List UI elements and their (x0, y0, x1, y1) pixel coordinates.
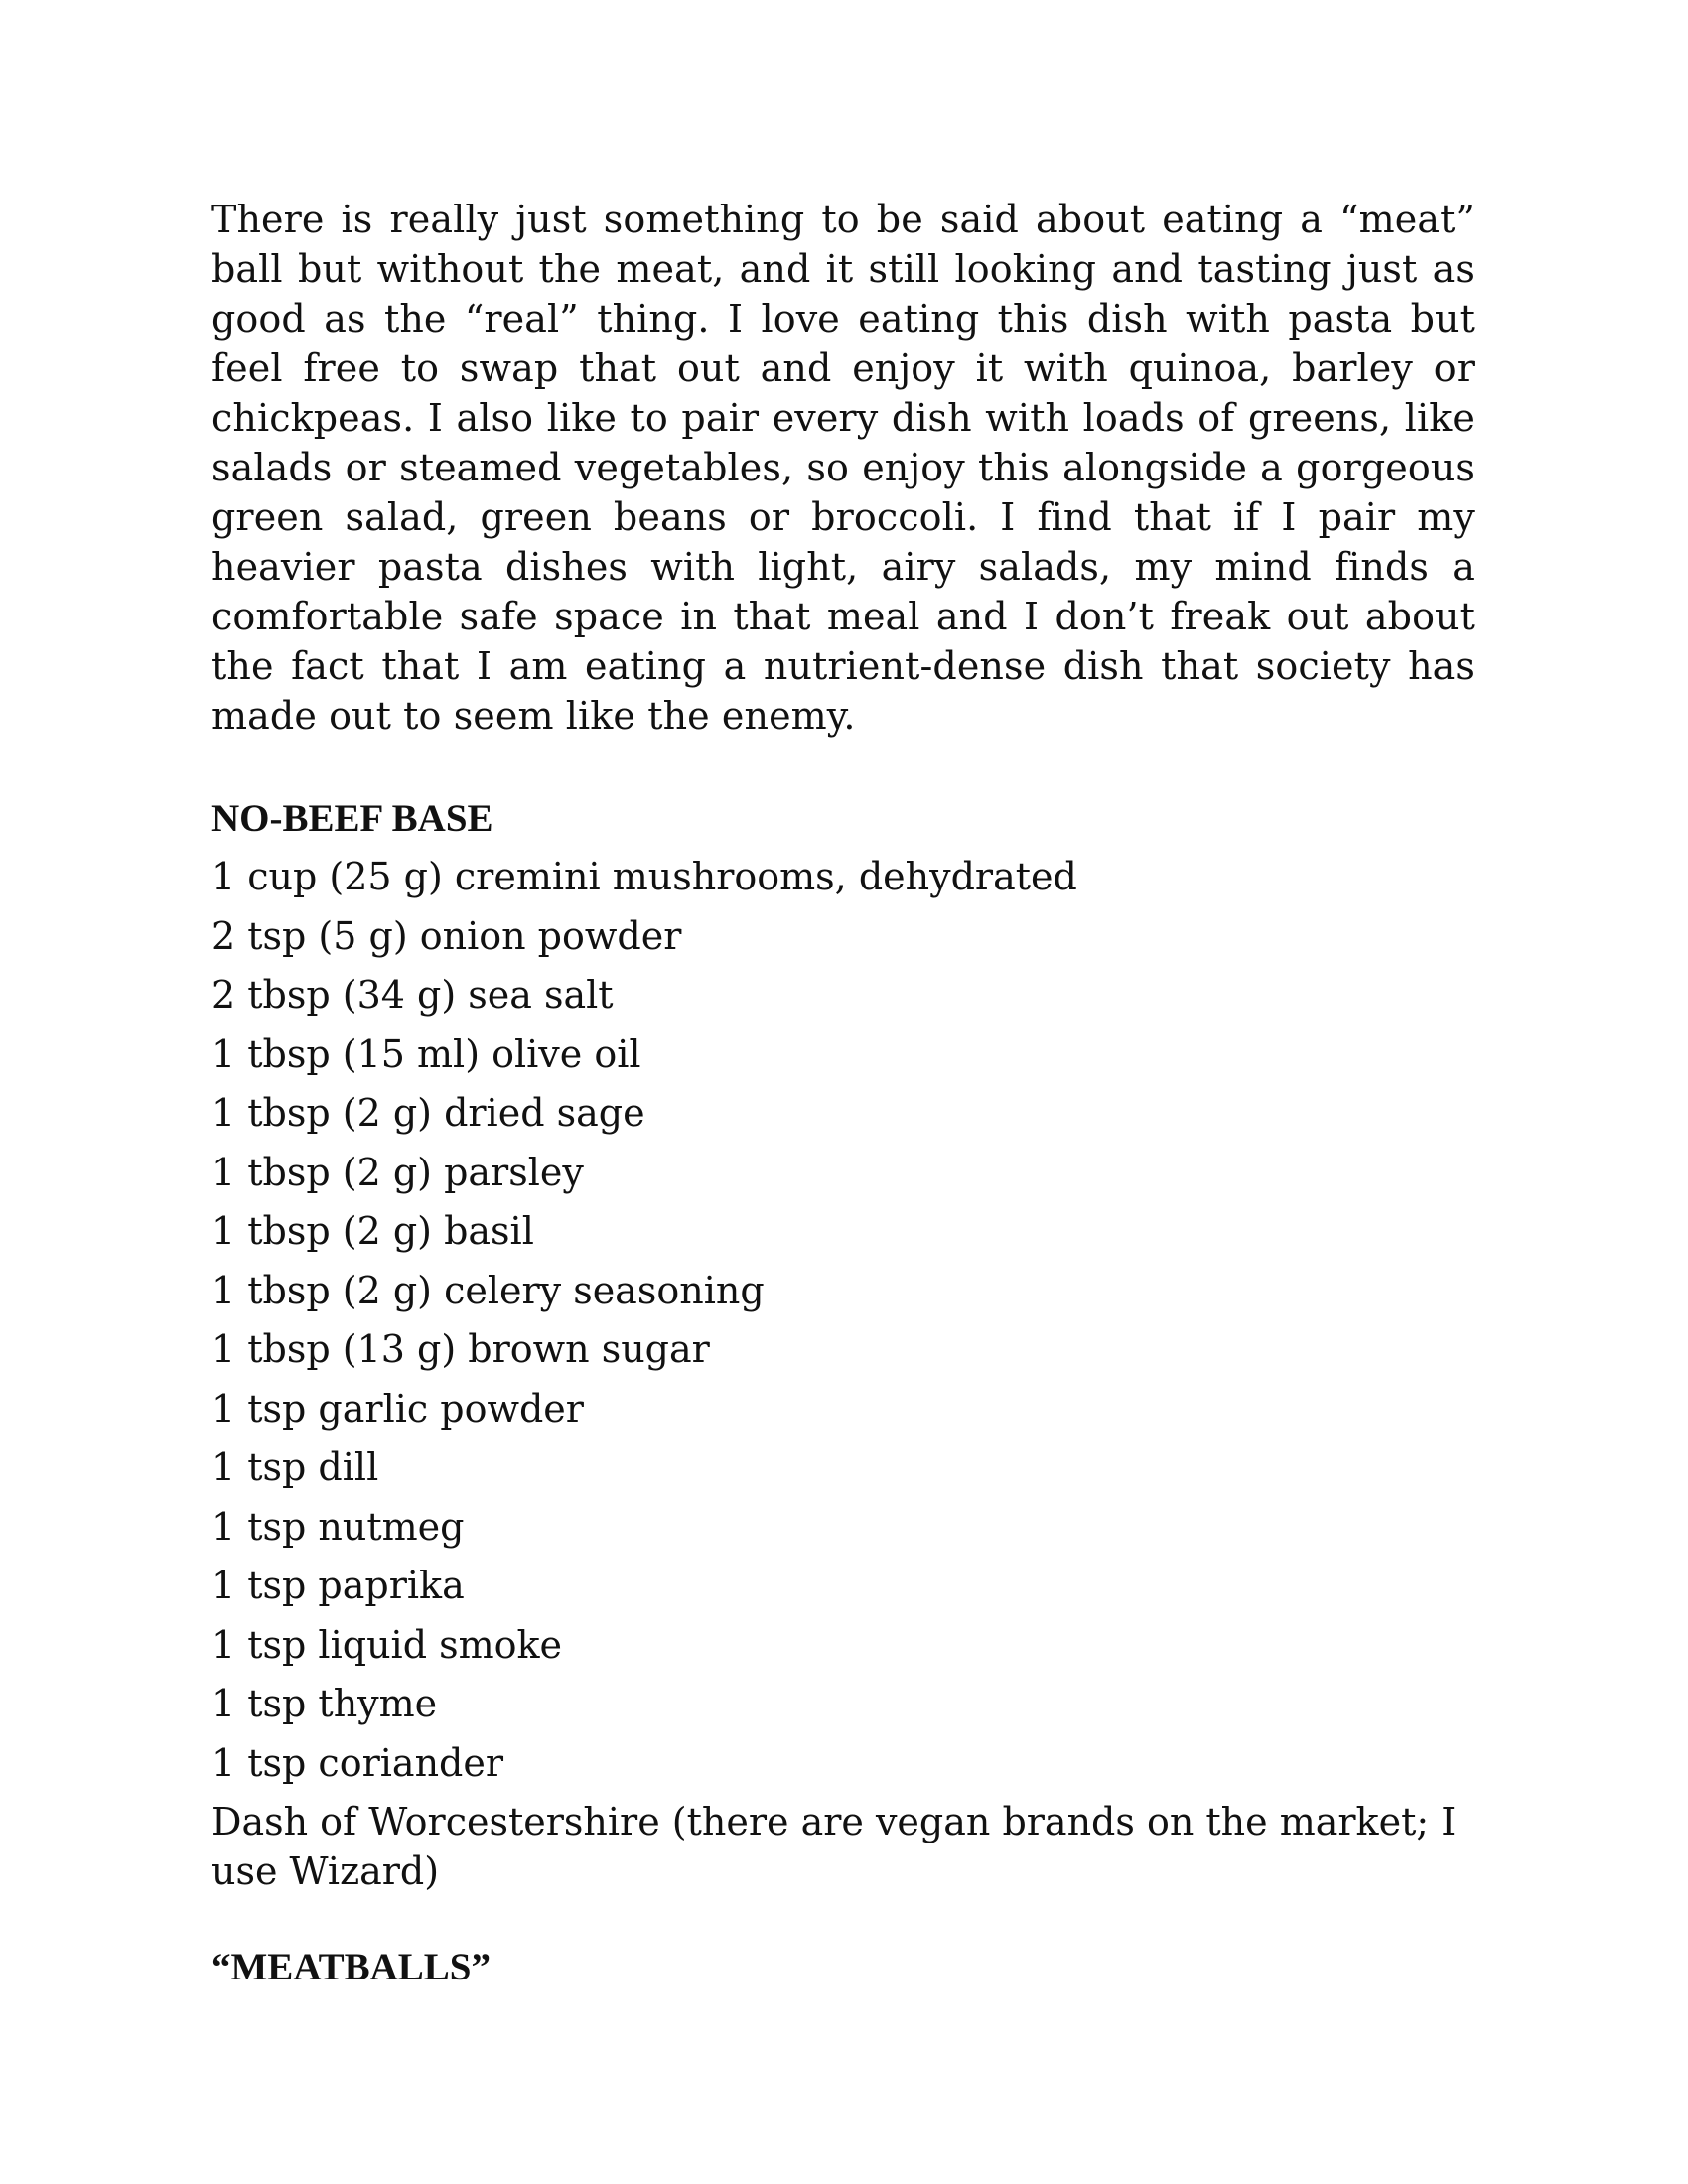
ingredient-item: 1 tbsp (2 g) celery seasoning (211, 1268, 765, 1312)
ingredient-item: Dash of Worcestershire (there are vegan brands on the market; I use Wizard) (211, 1800, 1457, 1893)
ingredient-item: 1 tsp coriander (211, 1740, 504, 1785)
ingredient-item: 2 tbsp (34 g) sea salt (211, 973, 614, 1017)
ingredient-item: 1 tsp thyme (211, 1682, 438, 1725)
ingredient-item: 1 tsp dill (211, 1445, 379, 1489)
ingredient-item: 1 tbsp (2 g) basil (211, 1209, 534, 1253)
ingredient-item: 1 tbsp (15 ml) olive oil (211, 1031, 641, 1076)
ingredient-item: 2 tsp (5 g) onion powder (211, 913, 682, 958)
ingredient-item: 1 tsp liquid smoke (211, 1622, 563, 1667)
section-heading-meatballs: “MEATBALLS” (211, 1946, 491, 1988)
ingredient-item: 1 tsp paprika (211, 1564, 465, 1607)
ingredient-item: 1 tsp nutmeg (211, 1504, 465, 1549)
ingredient-list-no-beef-base (211, 852, 1475, 1896)
ingredient-item: 1 tbsp (2 g) parsley (211, 1150, 584, 1194)
section-heading-no-beef-base: NO-BEEF BASE (211, 797, 493, 840)
ingredient-item: 1 tsp garlic powder (211, 1386, 584, 1431)
ingredient-item: 1 cup (25 g) cremini mushrooms, dehydrated (211, 855, 1077, 898)
ingredient-item: 1 tbsp (13 g) brown sugar (211, 1327, 710, 1371)
ingredient-item: 1 tbsp (2 g) dried sage (211, 1091, 645, 1135)
intro-paragraph: There is really just something to be said about eating a “meat” ball but without the meat, and it still looking and tasting just as good as the “real” thing. I love eating this dish with pasta but feel free to swap that out and enjoy it with quinoa, barley or chickpeas. I also like to pair every dish with loads of greens, like salads or steamed vegetables, so enjoy this alongside a gorgeous green salad, green beans or broccoli. I find that if I pair my heavier pasta dishes with light, airy salads, my mind finds a comfortable safe space in that meal and I don’t freak out about the fact that I am eating a nutrient-dense dish that society has made out to seem like the enemy. (211, 198, 1475, 738)
page-content (211, 195, 1475, 1992)
